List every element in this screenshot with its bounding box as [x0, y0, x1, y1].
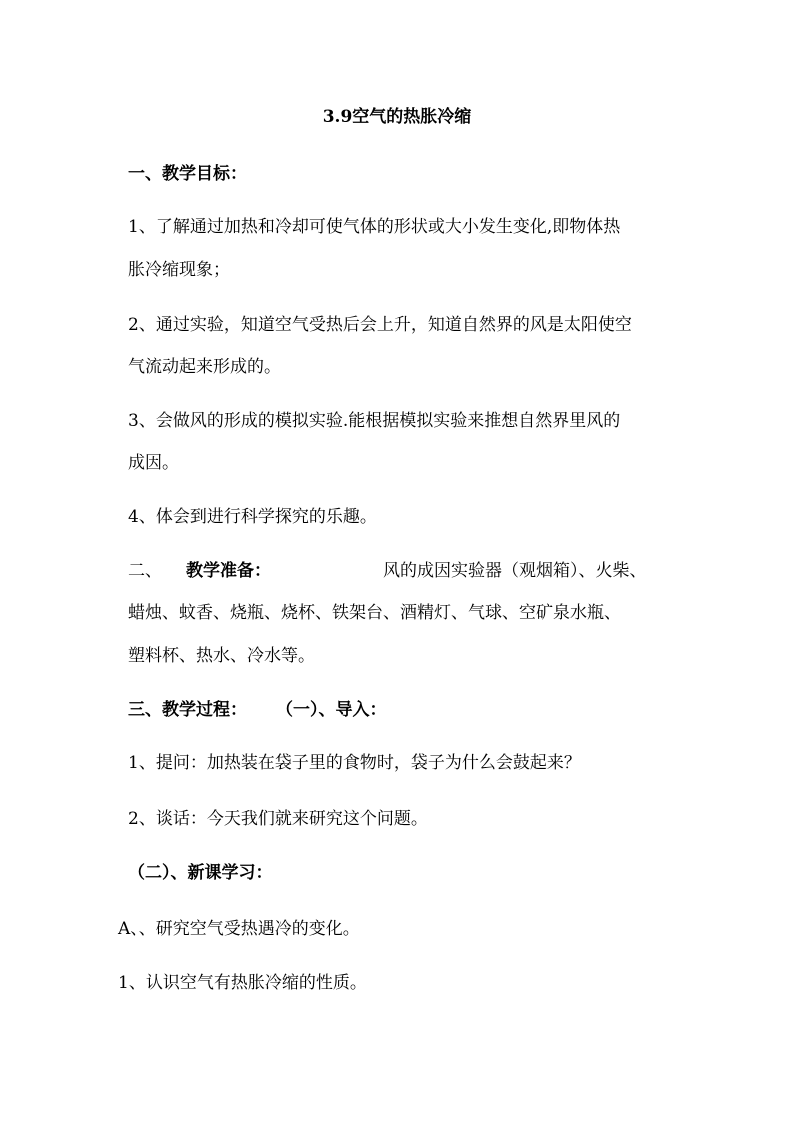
section3-sub2: （二）、新课学习： — [128, 863, 273, 883]
goal-1-line1: 1、了解通过加热和冷却可使气体的形状或大小发生变化,即物体热 — [128, 217, 621, 237]
document-title: 3.9空气的热胀冷缩 — [322, 107, 472, 127]
section3-sub1: （一）、导入： — [276, 700, 387, 720]
part-a-heading: A、、研究空气受热遇冷的变化。 — [118, 919, 360, 939]
part-a-item-1: 1、认识空气有热胀冷缩的性质。 — [118, 973, 367, 993]
goal-2-line1: 2、通过实验，知道空气受热后会上升，知道自然界的风是太阳使空 — [128, 315, 632, 335]
section2-line2: 蜡烛、蚊香、烧瓶、烧杯、铁架台、酒精灯、气球、空矿泉水瓶、 — [128, 603, 621, 623]
goal-1-line2: 胀冷缩现象； — [128, 260, 230, 280]
goal-3-line2: 成因。 — [128, 453, 179, 473]
goal-4-line1: 4、体会到进行科学探究的乐趣。 — [128, 507, 377, 527]
section2-number: 二、 — [128, 561, 162, 581]
section2-line1: 风的成因实验器（观烟箱）、火柴、 — [383, 561, 647, 581]
goal-2-line2: 气流动起来形成的。 — [128, 357, 281, 377]
section1-heading: 一、教学目标： — [128, 164, 247, 184]
section3-heading: 三、教学过程： — [128, 700, 247, 720]
section2-line3: 塑料杯、热水、冷水等。 — [128, 646, 315, 666]
section2-heading: 教学准备： — [186, 561, 271, 581]
question-1: 1、提问：加热装在袋子里的食物时，袋子为什么会鼓起来？ — [128, 753, 581, 773]
goal-3-line1: 3、会做风的形成的模拟实验.能根据模拟实验来推想自然界里风的 — [128, 411, 621, 431]
question-2: 2、谈话：今天我们就来研究这个问题。 — [128, 809, 428, 829]
